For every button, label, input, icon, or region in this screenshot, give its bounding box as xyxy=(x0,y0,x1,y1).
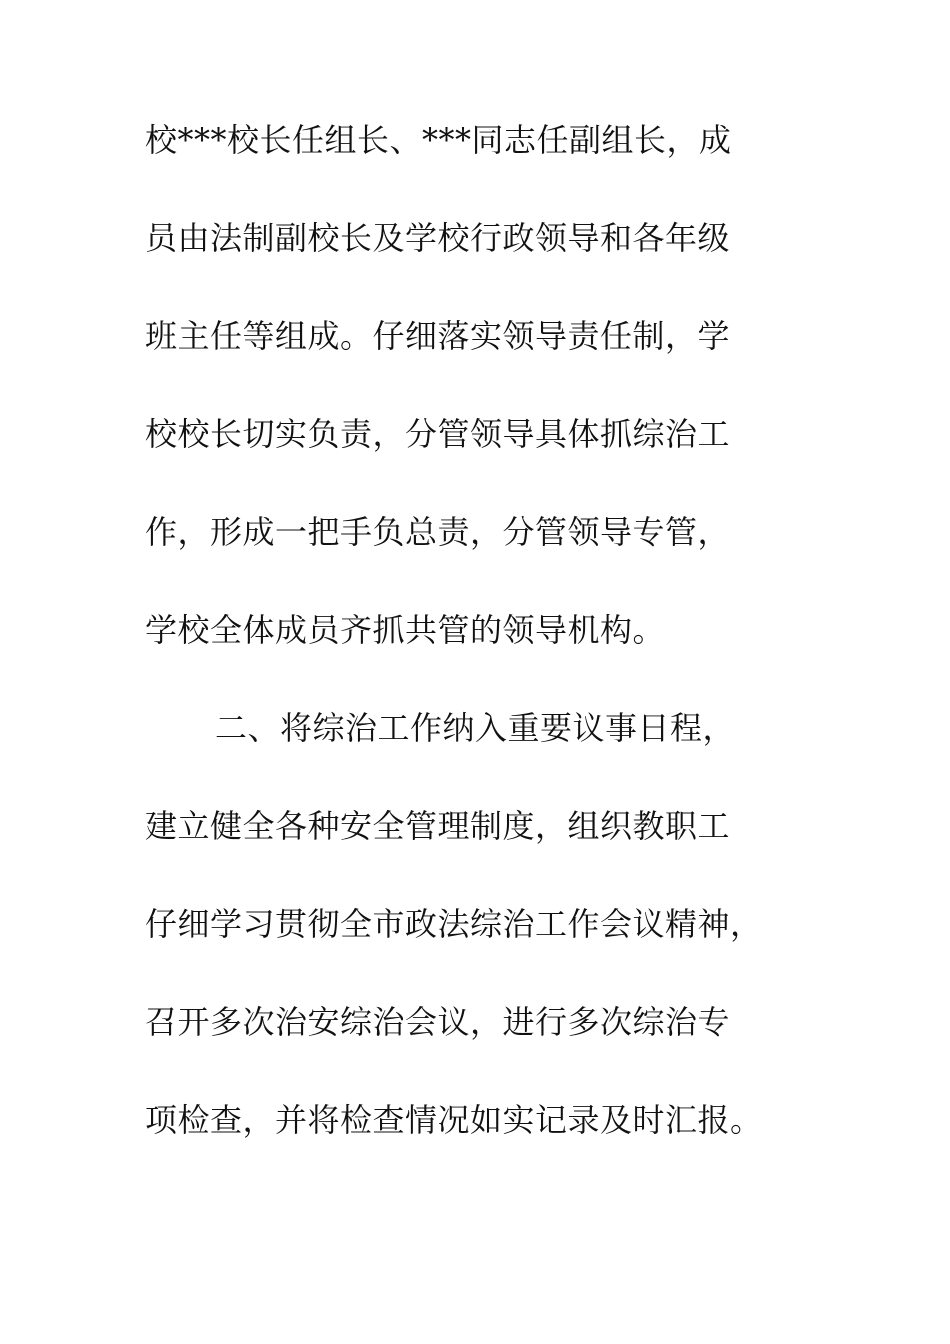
text-line: 项检查，并将检查情况如实记录及时汇报。 xyxy=(145,1101,763,1139)
text-line: 校***校长任组长、***同志任副组长，成 xyxy=(145,121,732,159)
text-line: 召开多次治安综治会议，进行多次综治专 xyxy=(145,1003,731,1041)
text-line: 校校长切实负责，分管领导具体抓综治工 xyxy=(145,415,731,453)
text-line: 作，形成一把手负总责，分管领导专管， xyxy=(145,513,731,551)
text-line: 员由法制副校长及学校行政领导和各年级 xyxy=(145,219,731,257)
text-line: 班主任等组成。仔细落实领导责任制，学 xyxy=(145,317,731,355)
text-line: 学校全体成员齐抓共管的领导机构。 xyxy=(145,611,666,649)
paragraph-start-line: 二、将综治工作纳入重要议事日程， xyxy=(215,709,736,747)
document-body xyxy=(145,121,805,1202)
text-line: 仔细学习贯彻全市政法综治工作会议精神， xyxy=(145,905,763,943)
text-line: 建立健全各种安全管理制度，组织教职工 xyxy=(145,807,731,845)
